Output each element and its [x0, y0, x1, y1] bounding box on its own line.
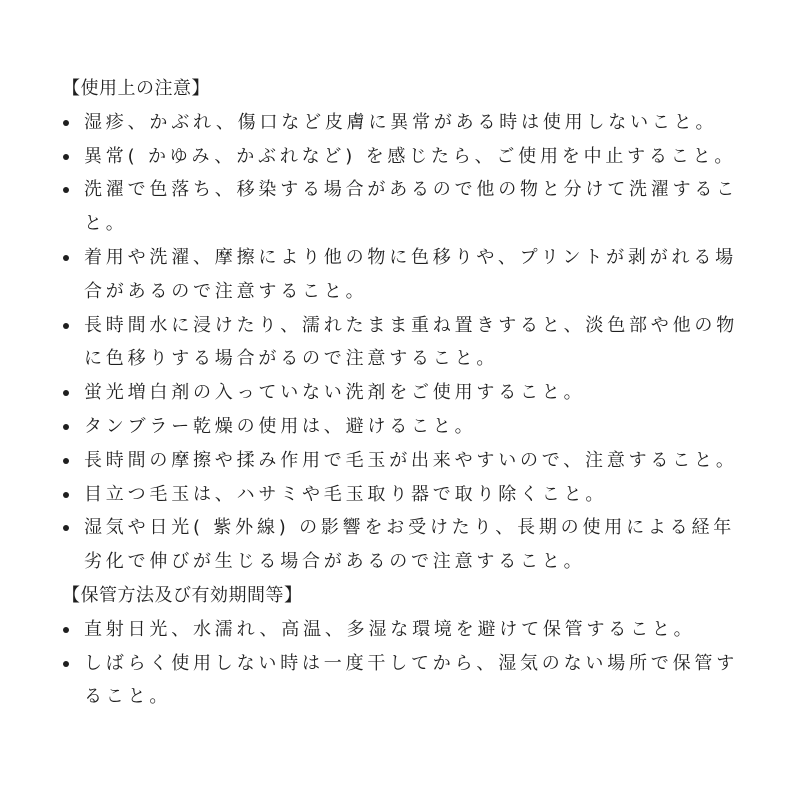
bullet-dot — [63, 661, 69, 667]
list-item — [62, 241, 748, 309]
list-item-text: 目立つ毛玉は、ハサミや毛玉取り器で取り除くこと。 — [84, 483, 608, 505]
list-item — [62, 613, 748, 647]
usage-precautions-section — [62, 72, 752, 579]
list-item-text: しばらく使用しない時は一度干してから、湿気のない場所で保管すること。 — [84, 652, 738, 708]
bullet-dot — [63, 525, 69, 531]
list-item — [62, 106, 748, 140]
list-item — [62, 140, 748, 174]
list-item — [62, 173, 748, 241]
list-item — [62, 478, 748, 512]
list-item-text: 長時間の摩擦や揉み作用で毛玉が出来やすいので、注意すること。 — [84, 449, 738, 471]
storage-section — [62, 579, 752, 714]
bullet-dot — [63, 323, 69, 329]
bullet-dot — [63, 390, 69, 396]
bullet-dot — [63, 627, 69, 633]
storage-heading: 【保管方法及び有効期間等】 — [62, 584, 303, 606]
bullet-dot — [63, 492, 69, 498]
storage-list — [62, 613, 752, 714]
list-item-text: タンブラー乾燥の使用は、避けること。 — [84, 415, 477, 437]
bullet-dot — [63, 154, 69, 160]
list-item — [62, 647, 748, 715]
list-item-text: 直射日光、水濡れ、高温、多湿な環境を避けて保管すること。 — [84, 618, 696, 640]
list-item-text: 異常( かゆみ、かぶれなど) を感じたら、ご使用を中止すること。 — [84, 145, 737, 167]
list-item — [62, 309, 748, 377]
care-instructions-document — [62, 72, 752, 714]
list-item-text: 着用や洗濯、摩擦により他の物に色移りや、プリントが剥がれる場合があるので注意すること。 — [84, 246, 737, 302]
list-item-text: 洗濯で色落ち、移染する場合があるので他の物と分けて洗濯すること。 — [84, 179, 738, 235]
bullet-dot — [63, 255, 69, 261]
list-item — [62, 410, 748, 444]
list-item — [62, 376, 748, 410]
bullet-dot — [63, 458, 69, 464]
list-item-text: 長時間水に浸けたり、濡れたまま重ね置きすると、淡色部や他の物に色移りする場合がるので注意すること。 — [84, 314, 738, 370]
bullet-dot — [63, 120, 69, 126]
usage-precautions-list — [62, 106, 752, 579]
list-item-text: 湿疹、かぶれ、傷口など皮膚に異常がある時は使用しないこと。 — [84, 111, 718, 133]
usage-precautions-heading: 【使用上の注意】 — [62, 78, 210, 99]
list-item-text: 湿気や日光( 紫外線) の影響をお受けたり、長期の使用による経年劣化で伸びが生じる場合があるので注意すること。 — [84, 517, 736, 573]
bullet-dot — [63, 187, 69, 193]
list-item — [62, 511, 748, 579]
list-item — [62, 444, 748, 478]
list-item-text: 蛍光増白剤の入っていない洗剤をご使用すること。 — [84, 382, 586, 404]
bullet-dot — [63, 424, 69, 430]
